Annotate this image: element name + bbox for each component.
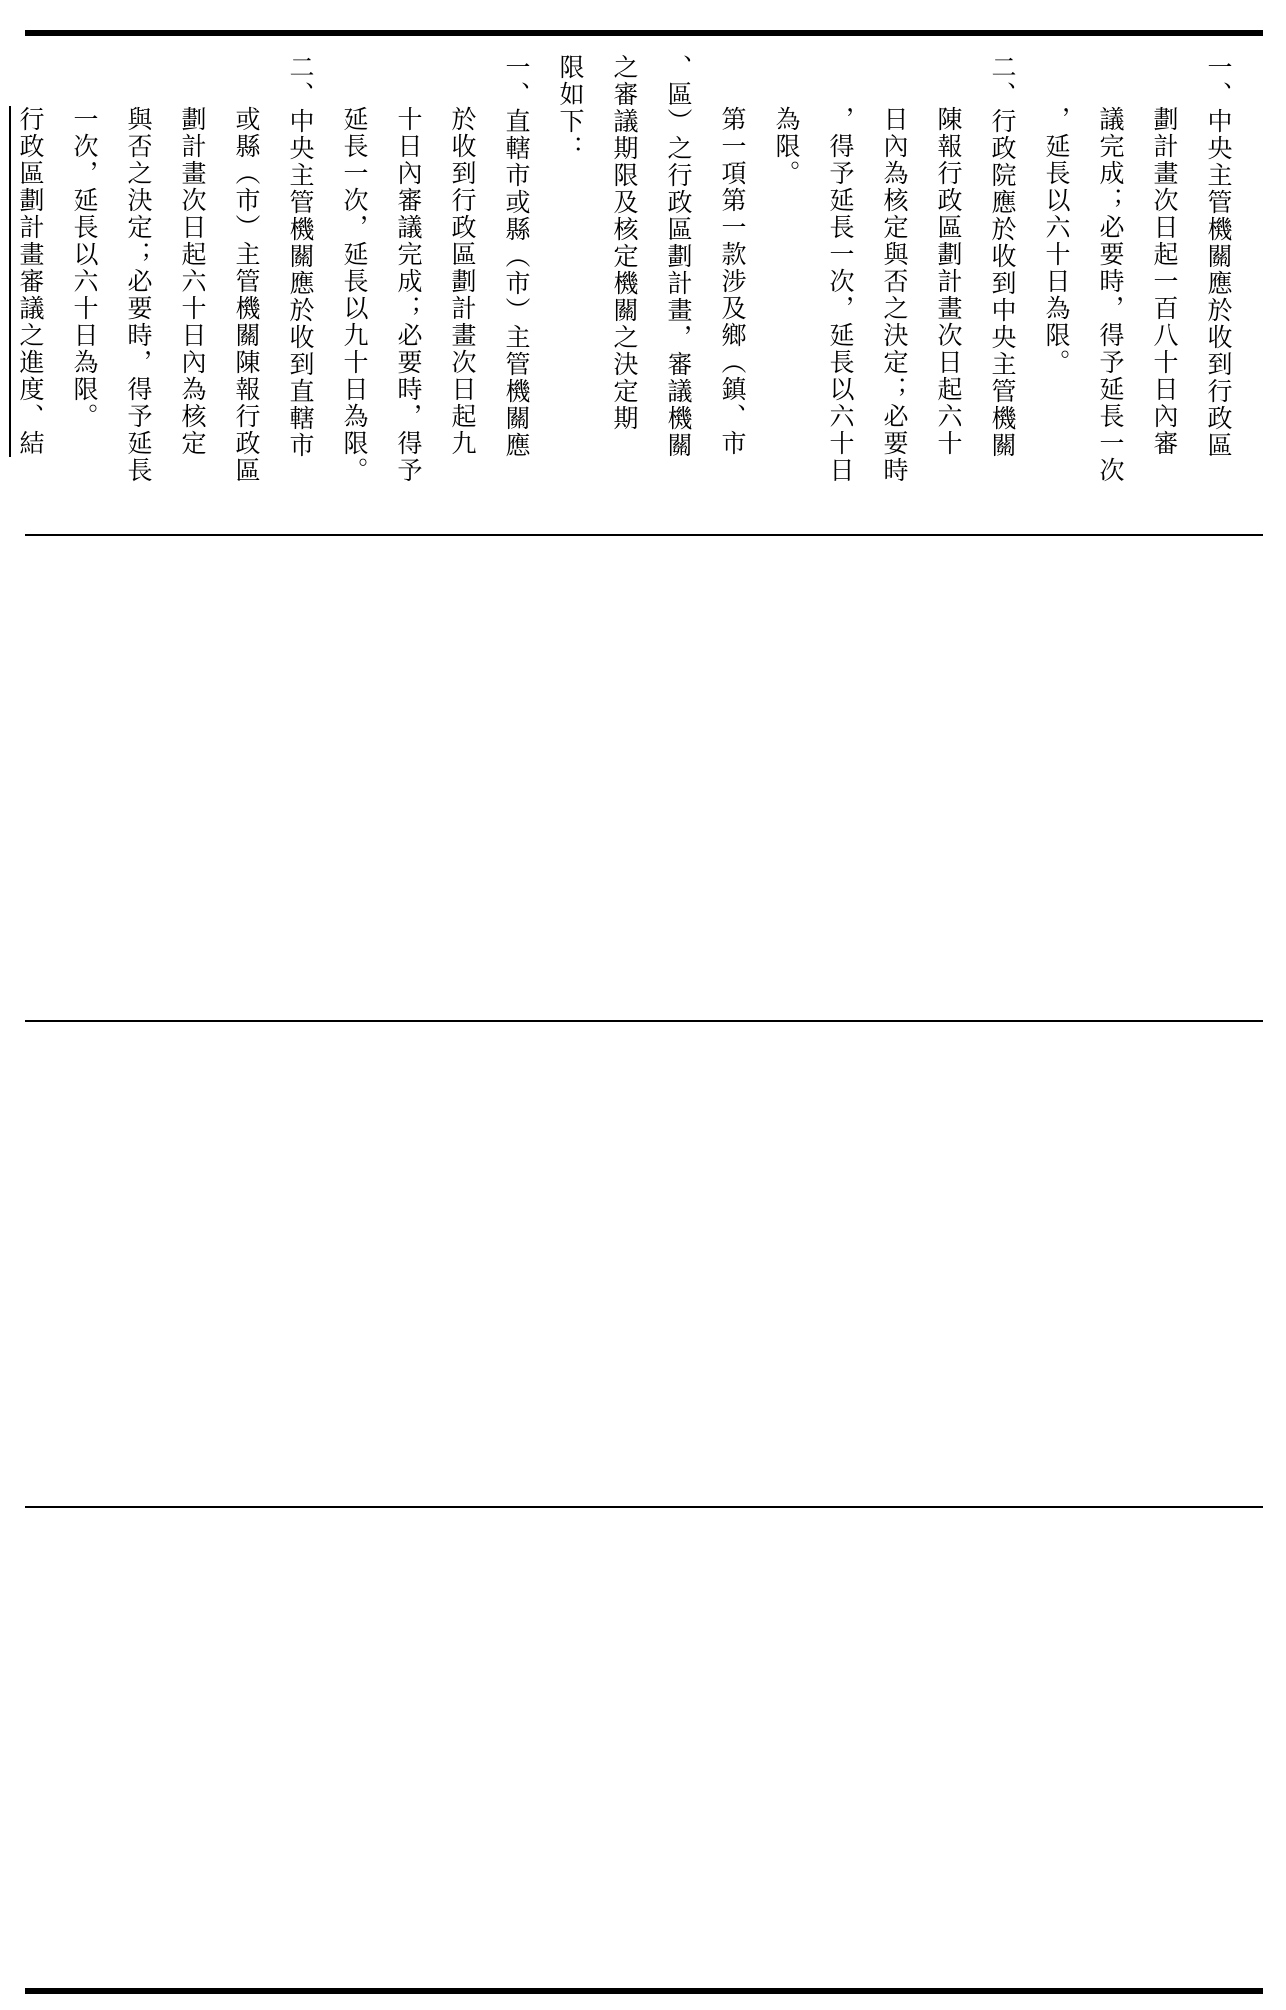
text-line: 限如下： [556, 54, 585, 162]
bottom-rule [25, 1988, 1263, 1994]
vertical-text-block [3, 54, 1245, 554]
text-line: 延長一次，延長以九十日為限。 [340, 106, 369, 484]
text-line: 於收到行政區劃計畫次日起九 [448, 106, 477, 457]
text-line: 劃計畫次日起六十日內為核定 [178, 106, 207, 457]
text-line: ，得予延長一次，延長以六十日 [826, 106, 855, 484]
empty-cell-2 [25, 536, 1263, 1020]
text-line: 二、中央主管機關應於收到直轄市 [286, 54, 315, 459]
text-line: 日內為核定與否之決定；必要時 [880, 106, 909, 484]
text-line: 劃計畫次日起一百八十日內審 [1150, 106, 1179, 457]
text-line: 一次，延長以六十日為限。 [70, 106, 99, 430]
text-line: 陳報行政區劃計畫次日起六十 [934, 106, 963, 457]
text-line: 一、中央主管機關應於收到行政區 [1204, 54, 1233, 459]
text-line: 一、直轄市或縣（市）主管機關應 [502, 54, 531, 459]
text-line-underlined: 行政區劃計畫審議之進度、結 [16, 106, 45, 457]
empty-cell-4 [25, 1508, 1263, 1990]
text-line: 、區）之行政區劃計畫，審議機關 [664, 54, 693, 459]
text-line: 第一項第一款涉及鄉（鎮、市 [718, 106, 747, 457]
text-line: 或縣（市）主管機關陳報行政區 [232, 106, 261, 484]
text-line: 議完成；必要時，得予延長一次 [1096, 106, 1125, 484]
empty-cell-3 [25, 1022, 1263, 1506]
text-line: 之審議期限及核定機關之決定期 [610, 54, 639, 432]
text-line: ，延長以六十日為限。 [1042, 106, 1071, 376]
text-line: 二、行政院應於收到中央主管機關 [988, 54, 1017, 459]
text-line: 十日內審議完成；必要時，得予 [394, 106, 423, 484]
text-line: 為限。 [772, 106, 801, 187]
text-line: 與否之決定；必要時，得予延長 [124, 106, 153, 484]
text-cell-1 [16, 36, 1263, 536]
